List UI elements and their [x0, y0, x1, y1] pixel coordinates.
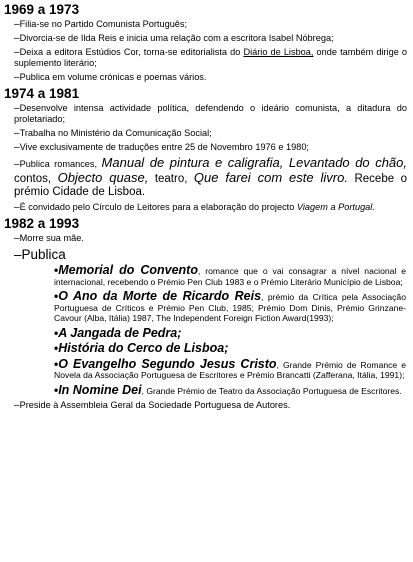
section-heading-1982: 1982 a 1993: [4, 216, 80, 231]
book-item: •In Nomine Dei, Grande Prémio de Teatro da Associação Portuguesa de Escritores.: [54, 382, 402, 397]
list-item: –Filia-se no Partido Comunista Português;: [14, 19, 188, 30]
list-item: –É convidado pelo Círculo de Leitores para a elaboração do projecto Viagem a Portugal.: [14, 202, 375, 213]
document: [4, 2, 407, 414]
section-heading-1974: 1974 a 1981: [4, 86, 80, 101]
list-item: –Trabalha no Ministério da Comunicação Social;: [14, 128, 212, 139]
list-item: –Morre sua mãe.: [14, 233, 84, 244]
list-item: –Desenvolve intensa actividade política, defendendo o ideário comunista, a ditadura do proletariado;: [14, 103, 407, 124]
publica-heading: –Publica: [14, 247, 66, 262]
diario-de-lisboa-link[interactable]: Diário de Lisboa,: [243, 47, 314, 57]
book-item: •O Evangelho Segundo Jesus Cristo, Grande Prémio de Romance e Novela da Associação Portuguesa de Escritores e Prémio Brancatti (Zafferana, Itália, 1991);: [54, 356, 406, 380]
list-item: –Divorcia-se de Ilda Reis e inicia uma relação com a escritora Isabel Nóbrega;: [14, 33, 334, 44]
section-heading-1969: 1969 a 1973: [4, 2, 80, 17]
book-item: •O Ano da Morte de Ricardo Reis, prémio da Crítica pela Associação Portuguesa de Críticos e Prémio Pen Club, 1985; Prémio Dom Dinis, Prémio Grinzane-Cavour (Alba, Itália) 1987, The Independent Foreign Fiction Award(1993);: [54, 289, 406, 323]
list-item: –Vive exclusivamente de traduções entre 25 de Novembro 1976 e 1980;: [14, 142, 309, 153]
list-item-publica-romances: –Publica romances, Manual de pintura e caligrafia, Levantado do chão, contos, Objecto quase, teatro, Que farei com este livro. Recebe o prémio Cidade de Lisboa.: [14, 155, 407, 198]
book-item: •História do Cerco de Lisboa;: [54, 341, 229, 355]
list-item: –Publica em volume crónicas e poemas vários.: [14, 72, 207, 83]
book-item: •Memorial do Convento, romance que o vai consagrar a nível nacional e internacional, recebendo o Prémio Pen Club 1983 e o Prémio Literário Município de Lisboa;: [54, 263, 407, 287]
book-item: •A Jangada de Pedra;: [54, 325, 182, 340]
list-item: –Preside à Assembleia Geral da Sociedade Portuguesa de Autores.: [14, 400, 291, 411]
list-item: –Deixa a editora Estúdios Cor, torna-se editorialista do Diário de Lisboa, onde também dirige o suplemento literário;: [14, 47, 408, 68]
